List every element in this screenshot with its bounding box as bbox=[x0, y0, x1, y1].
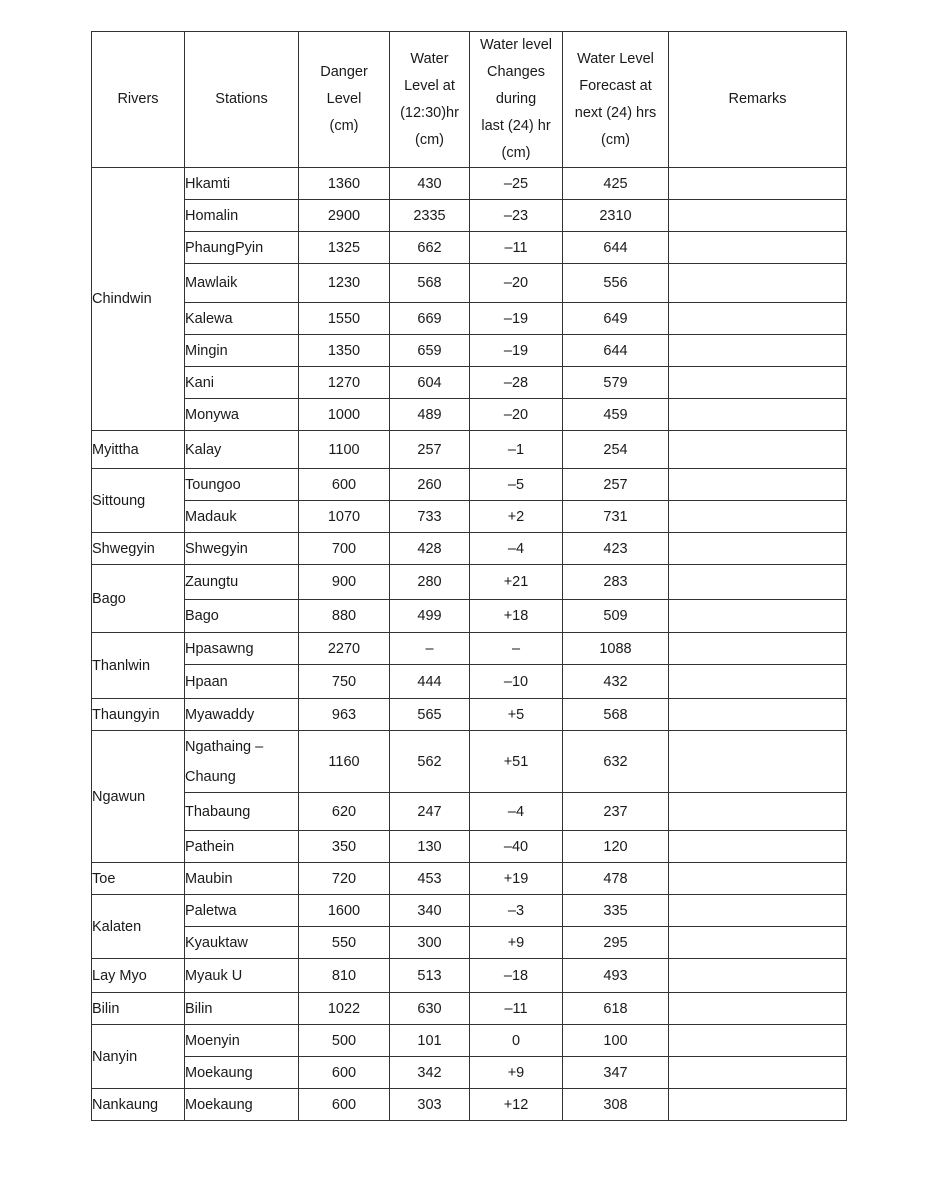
station-cell: Homalin bbox=[185, 200, 299, 232]
river-cell: Shwegyin bbox=[92, 533, 185, 565]
remarks-cell bbox=[669, 1057, 847, 1089]
table-row bbox=[92, 1057, 847, 1089]
remarks-cell bbox=[669, 168, 847, 200]
header-line: Water level bbox=[480, 37, 552, 53]
table-row bbox=[92, 831, 847, 863]
danger-level-cell: 2900 bbox=[299, 200, 390, 232]
remarks-cell bbox=[669, 565, 847, 600]
table-row bbox=[92, 863, 847, 895]
danger-level-cell: 1600 bbox=[299, 895, 390, 927]
danger-level-cell: 1350 bbox=[299, 335, 390, 367]
change-cell: +2 bbox=[470, 501, 563, 533]
station-cell: Myauk U bbox=[185, 959, 299, 993]
header-line: Forecast at bbox=[579, 77, 652, 94]
water-level-cell: 489 bbox=[390, 399, 470, 431]
water-level-cell: 669 bbox=[390, 303, 470, 335]
remarks-cell bbox=[669, 264, 847, 303]
station-cell: Moekaung bbox=[185, 1057, 299, 1089]
table-row bbox=[92, 895, 847, 927]
danger-level-cell: 500 bbox=[299, 1025, 390, 1057]
table-row bbox=[92, 335, 847, 367]
forecast-cell: 335 bbox=[563, 895, 669, 927]
forecast-cell: 423 bbox=[563, 533, 669, 565]
station-cell: Zaungtu bbox=[185, 565, 299, 600]
header-line: (cm) bbox=[501, 145, 531, 161]
header-stations: Stations bbox=[185, 32, 299, 168]
station-cell: Pathein bbox=[185, 831, 299, 863]
river-cell: Bago bbox=[92, 565, 185, 633]
change-cell: –10 bbox=[470, 665, 563, 699]
table-row bbox=[92, 232, 847, 264]
table-row bbox=[92, 399, 847, 431]
change-cell: +21 bbox=[470, 565, 563, 600]
change-cell: –4 bbox=[470, 793, 563, 831]
water-level-table bbox=[91, 31, 847, 1121]
remarks-cell bbox=[669, 863, 847, 895]
water-level-cell: 257 bbox=[390, 431, 470, 469]
station-cell: Kyauktaw bbox=[185, 927, 299, 959]
station-cell: Hkamti bbox=[185, 168, 299, 200]
forecast-cell: 2310 bbox=[563, 200, 669, 232]
change-cell: –40 bbox=[470, 831, 563, 863]
forecast-cell: 237 bbox=[563, 793, 669, 831]
header-line: last (24) hr bbox=[481, 118, 551, 134]
remarks-cell bbox=[669, 1089, 847, 1121]
river-cell: Thanlwin bbox=[92, 633, 185, 699]
station-cell: Kalewa bbox=[185, 303, 299, 335]
remarks-cell bbox=[669, 232, 847, 264]
water-level-cell: 513 bbox=[390, 959, 470, 993]
danger-level-cell: 700 bbox=[299, 533, 390, 565]
water-level-cell: 562 bbox=[390, 731, 470, 793]
water-level-cell: 565 bbox=[390, 699, 470, 731]
table-row bbox=[92, 367, 847, 399]
remarks-cell bbox=[669, 731, 847, 793]
table-row bbox=[92, 993, 847, 1025]
remarks-cell bbox=[669, 665, 847, 699]
header-line: Level at bbox=[404, 77, 455, 94]
header-line: Changes bbox=[486, 64, 546, 80]
header-remarks: Remarks bbox=[669, 32, 847, 168]
danger-level-cell: 720 bbox=[299, 863, 390, 895]
change-cell: –18 bbox=[470, 959, 563, 993]
change-cell: –28 bbox=[470, 367, 563, 399]
water-level-cell: 247 bbox=[390, 793, 470, 831]
station-cell: Toungoo bbox=[185, 469, 299, 501]
change-cell: –20 bbox=[470, 264, 563, 303]
river-cell: Sittoung bbox=[92, 469, 185, 533]
header-line: Water Level bbox=[577, 50, 654, 67]
danger-level-cell: 750 bbox=[299, 665, 390, 699]
remarks-cell bbox=[669, 335, 847, 367]
header-line: (cm) bbox=[415, 131, 444, 148]
table-row bbox=[92, 927, 847, 959]
header-rivers: Rivers bbox=[92, 32, 185, 168]
water-level-cell: 428 bbox=[390, 533, 470, 565]
water-level-cell: – bbox=[390, 633, 470, 665]
water-level-cell: 2335 bbox=[390, 200, 470, 232]
table-row bbox=[92, 793, 847, 831]
change-cell: +51 bbox=[470, 731, 563, 793]
header-changes bbox=[470, 32, 563, 168]
remarks-cell bbox=[669, 1025, 847, 1057]
forecast-cell: 120 bbox=[563, 831, 669, 863]
remarks-cell bbox=[669, 959, 847, 993]
forecast-cell: 632 bbox=[563, 731, 669, 793]
forecast-cell: 257 bbox=[563, 469, 669, 501]
forecast-cell: 644 bbox=[563, 335, 669, 367]
remarks-cell bbox=[669, 533, 847, 565]
river-cell: Bilin bbox=[92, 993, 185, 1025]
forecast-cell: 347 bbox=[563, 1057, 669, 1089]
danger-level-cell: 1230 bbox=[299, 264, 390, 303]
header-danger-level bbox=[299, 32, 390, 168]
change-cell: –23 bbox=[470, 200, 563, 232]
header-row bbox=[92, 32, 847, 168]
change-cell: +9 bbox=[470, 1057, 563, 1089]
station-cell: Kalay bbox=[185, 431, 299, 469]
remarks-cell bbox=[669, 600, 847, 633]
station-cell: Hpasawng bbox=[185, 633, 299, 665]
remarks-cell bbox=[669, 993, 847, 1025]
header-line: (12:30)hr bbox=[400, 104, 459, 121]
header-forecast bbox=[563, 32, 669, 168]
forecast-cell: 556 bbox=[563, 264, 669, 303]
remarks-cell bbox=[669, 469, 847, 501]
danger-level-cell: 1022 bbox=[299, 993, 390, 1025]
danger-level-cell: 1070 bbox=[299, 501, 390, 533]
change-cell: –20 bbox=[470, 399, 563, 431]
danger-level-cell: 1160 bbox=[299, 731, 390, 793]
change-cell: +9 bbox=[470, 927, 563, 959]
remarks-cell bbox=[669, 501, 847, 533]
river-cell: Chindwin bbox=[92, 168, 185, 431]
station-cell: Monywa bbox=[185, 399, 299, 431]
remarks-cell bbox=[669, 200, 847, 232]
table-row bbox=[92, 200, 847, 232]
table-row bbox=[92, 665, 847, 699]
remarks-cell bbox=[669, 303, 847, 335]
danger-level-cell: 1360 bbox=[299, 168, 390, 200]
table-row bbox=[92, 303, 847, 335]
water-level-cell: 604 bbox=[390, 367, 470, 399]
danger-level-cell: 1000 bbox=[299, 399, 390, 431]
table-row bbox=[92, 959, 847, 993]
forecast-cell: 644 bbox=[563, 232, 669, 264]
water-level-cell: 342 bbox=[390, 1057, 470, 1089]
forecast-cell: 618 bbox=[563, 993, 669, 1025]
river-cell: Nankaung bbox=[92, 1089, 185, 1121]
header-line: Level bbox=[326, 91, 362, 107]
station-cell: Maubin bbox=[185, 863, 299, 895]
forecast-cell: 478 bbox=[563, 863, 669, 895]
table-row bbox=[92, 501, 847, 533]
danger-level-cell: 1100 bbox=[299, 431, 390, 469]
danger-level-cell: 900 bbox=[299, 565, 390, 600]
change-cell: –19 bbox=[470, 303, 563, 335]
station-cell: Shwegyin bbox=[185, 533, 299, 565]
forecast-cell: 1088 bbox=[563, 633, 669, 665]
remarks-cell bbox=[669, 367, 847, 399]
danger-level-cell: 963 bbox=[299, 699, 390, 731]
forecast-cell: 425 bbox=[563, 168, 669, 200]
change-cell: 0 bbox=[470, 1025, 563, 1057]
forecast-cell: 308 bbox=[563, 1089, 669, 1121]
forecast-cell: 568 bbox=[563, 699, 669, 731]
change-cell: – bbox=[470, 633, 563, 665]
remarks-cell bbox=[669, 793, 847, 831]
header-water-level bbox=[390, 32, 470, 168]
river-cell: Lay Myo bbox=[92, 959, 185, 993]
danger-level-cell: 1550 bbox=[299, 303, 390, 335]
water-level-cell: 568 bbox=[390, 264, 470, 303]
river-cell: Myittha bbox=[92, 431, 185, 469]
header-line: Danger bbox=[320, 64, 368, 80]
water-level-cell: 101 bbox=[390, 1025, 470, 1057]
forecast-cell: 254 bbox=[563, 431, 669, 469]
table-row bbox=[92, 1025, 847, 1057]
change-cell: +12 bbox=[470, 1089, 563, 1121]
water-level-cell: 303 bbox=[390, 1089, 470, 1121]
station-cell: Moenyin bbox=[185, 1025, 299, 1057]
station-cell: Bilin bbox=[185, 993, 299, 1025]
change-cell: –11 bbox=[470, 232, 563, 264]
remarks-cell bbox=[669, 831, 847, 863]
header-line: (cm) bbox=[601, 131, 630, 148]
danger-level-cell: 600 bbox=[299, 1057, 390, 1089]
danger-level-cell: 1270 bbox=[299, 367, 390, 399]
station-cell: Paletwa bbox=[185, 895, 299, 927]
change-cell: –1 bbox=[470, 431, 563, 469]
forecast-cell: 295 bbox=[563, 927, 669, 959]
forecast-cell: 731 bbox=[563, 501, 669, 533]
header-line: next (24) hrs bbox=[574, 104, 657, 121]
forecast-cell: 432 bbox=[563, 665, 669, 699]
river-cell: Kalaten bbox=[92, 895, 185, 959]
table-row bbox=[92, 1089, 847, 1121]
water-level-cell: 444 bbox=[390, 665, 470, 699]
remarks-cell bbox=[669, 633, 847, 665]
table-row bbox=[92, 565, 847, 600]
station-cell: PhaungPyin bbox=[185, 232, 299, 264]
change-cell: –3 bbox=[470, 895, 563, 927]
danger-level-cell: 1325 bbox=[299, 232, 390, 264]
remarks-cell bbox=[669, 431, 847, 469]
water-level-cell: 499 bbox=[390, 600, 470, 633]
water-level-cell: 340 bbox=[390, 895, 470, 927]
station-cell: Mingin bbox=[185, 335, 299, 367]
forecast-cell: 509 bbox=[563, 600, 669, 633]
remarks-cell bbox=[669, 399, 847, 431]
change-cell: +5 bbox=[470, 699, 563, 731]
danger-level-cell: 810 bbox=[299, 959, 390, 993]
table-row bbox=[92, 431, 847, 469]
station-cell: Moekaung bbox=[185, 1089, 299, 1121]
danger-level-cell: 620 bbox=[299, 793, 390, 831]
water-level-cell: 280 bbox=[390, 565, 470, 600]
table-row bbox=[92, 731, 847, 793]
station-cell: Ngathaing – Chaung bbox=[185, 731, 299, 793]
water-level-cell: 733 bbox=[390, 501, 470, 533]
change-cell: –11 bbox=[470, 993, 563, 1025]
forecast-cell: 649 bbox=[563, 303, 669, 335]
danger-level-cell: 600 bbox=[299, 1089, 390, 1121]
change-cell: +19 bbox=[470, 863, 563, 895]
change-cell: +18 bbox=[470, 600, 563, 633]
water-level-cell: 130 bbox=[390, 831, 470, 863]
water-level-cell: 630 bbox=[390, 993, 470, 1025]
station-cell: Madauk bbox=[185, 501, 299, 533]
station-cell: Kani bbox=[185, 367, 299, 399]
header-line: Water bbox=[410, 50, 449, 67]
forecast-cell: 283 bbox=[563, 565, 669, 600]
danger-level-cell: 350 bbox=[299, 831, 390, 863]
water-level-cell: 430 bbox=[390, 168, 470, 200]
remarks-cell bbox=[669, 895, 847, 927]
water-level-cell: 659 bbox=[390, 335, 470, 367]
table-row bbox=[92, 168, 847, 200]
table-row bbox=[92, 600, 847, 633]
river-cell: Thaungyin bbox=[92, 699, 185, 731]
forecast-cell: 493 bbox=[563, 959, 669, 993]
river-cell: Ngawun bbox=[92, 731, 185, 863]
river-cell: Nanyin bbox=[92, 1025, 185, 1089]
table-row bbox=[92, 533, 847, 565]
header-line: during bbox=[495, 91, 537, 107]
change-cell: –25 bbox=[470, 168, 563, 200]
water-level-cell: 300 bbox=[390, 927, 470, 959]
water-level-cell: 453 bbox=[390, 863, 470, 895]
station-cell: Bago bbox=[185, 600, 299, 633]
water-level-cell: 662 bbox=[390, 232, 470, 264]
table-row bbox=[92, 699, 847, 731]
remarks-cell bbox=[669, 699, 847, 731]
table-row bbox=[92, 469, 847, 501]
table-row bbox=[92, 633, 847, 665]
change-cell: –4 bbox=[470, 533, 563, 565]
danger-level-cell: 2270 bbox=[299, 633, 390, 665]
change-cell: –5 bbox=[470, 469, 563, 501]
remarks-cell bbox=[669, 927, 847, 959]
station-cell: Mawlaik bbox=[185, 264, 299, 303]
danger-level-cell: 550 bbox=[299, 927, 390, 959]
water-level-cell: 260 bbox=[390, 469, 470, 501]
danger-level-cell: 880 bbox=[299, 600, 390, 633]
forecast-cell: 459 bbox=[563, 399, 669, 431]
forecast-cell: 100 bbox=[563, 1025, 669, 1057]
change-cell: –19 bbox=[470, 335, 563, 367]
station-cell: Thabaung bbox=[185, 793, 299, 831]
table-row bbox=[92, 264, 847, 303]
river-cell: Toe bbox=[92, 863, 185, 895]
forecast-cell: 579 bbox=[563, 367, 669, 399]
header-line: (cm) bbox=[329, 118, 359, 134]
station-cell: Hpaan bbox=[185, 665, 299, 699]
station-cell: Myawaddy bbox=[185, 699, 299, 731]
danger-level-cell: 600 bbox=[299, 469, 390, 501]
